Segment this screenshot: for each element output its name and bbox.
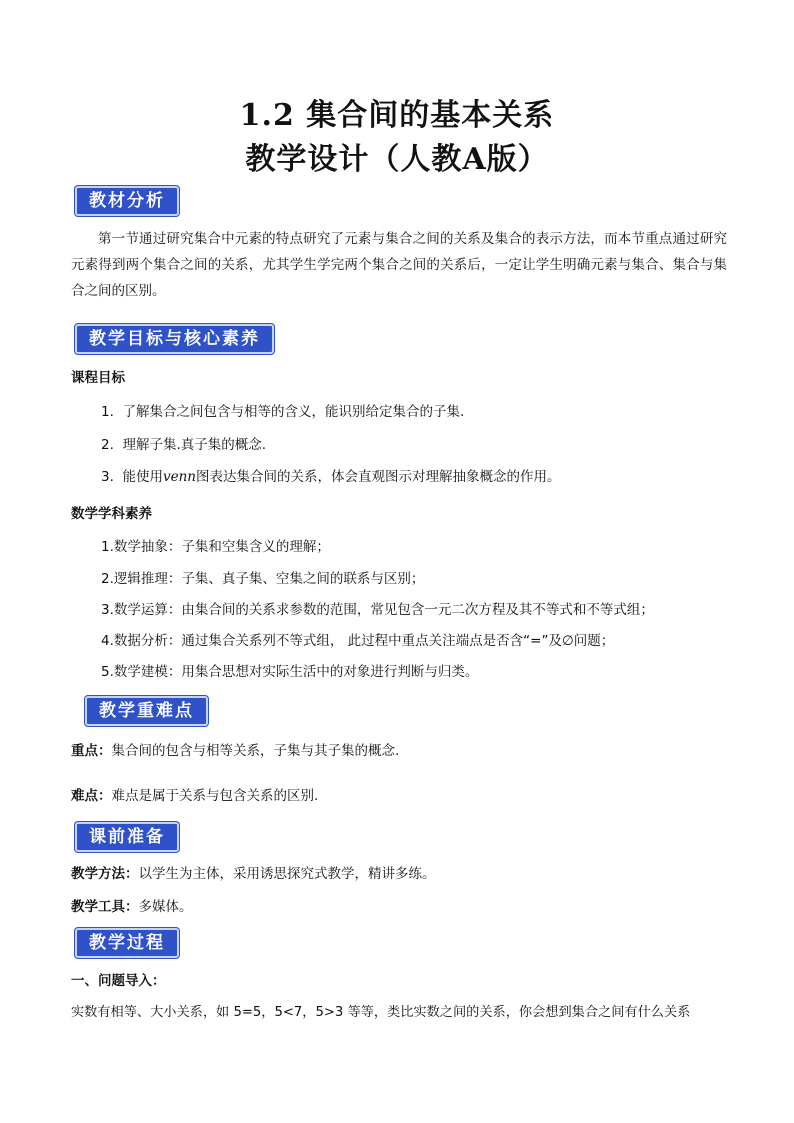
course-goal-number: 3.: [101, 469, 114, 485]
difficulty-line: [71, 786, 318, 806]
focus-text: 集合间的包含与相等关系，子集与其子集的概念.: [111, 743, 400, 759]
tool-label: 教学工具：: [71, 899, 139, 915]
difficulty-label: 难点：: [71, 788, 112, 804]
focus-line: [71, 741, 399, 761]
method-label: 教学方法：: [71, 866, 139, 882]
tool-text: 多媒体。: [138, 899, 193, 915]
step1-text: 实数有相等、大小关系，如 5=5，5<7，5>3 等等，类比实数之间的关系，你会想到集合之间有什么关系: [71, 1005, 691, 1020]
literacy-heading: 数学学科素养: [71, 506, 152, 522]
focus-label: 重点：: [71, 743, 112, 759]
section-badge-process: 教学过程: [75, 928, 179, 958]
section-badge-prep: 课前准备: [75, 822, 179, 852]
document-title-line-1: 1.2 集合间的基本关系: [239, 98, 555, 133]
course-goal-text-post: 图表达集合间的关系，体会直观图示对理解抽象概念的作用。: [196, 469, 561, 485]
course-goal-text: 理解子集.真子集的概念.: [122, 437, 267, 453]
section-badge-goals: 教学目标与核心素养: [75, 324, 274, 354]
course-goal-item: [101, 402, 464, 422]
course-goal-item: [101, 435, 266, 455]
step1-heading: 一、问题导入：: [71, 973, 166, 989]
literacy-item: 4.数据分析：通过集合关系列不等式组， 此过程中重点关注端点是否含“=”及∅问题；: [101, 633, 615, 649]
course-goal-item: [101, 467, 561, 487]
literacy-item: 5.数学建模：用集合思想对实际生活中的对象进行判断与归类。: [101, 664, 479, 680]
course-goal-number: 2.: [101, 437, 114, 453]
tool-line: [71, 897, 193, 917]
section-badge-key-points: 教学重难点: [85, 696, 208, 726]
literacy-item: 3.数学运算：由集合间的关系求参数的范围，常见包含一元二次方程及其不等式和不等式组；: [101, 602, 654, 618]
analysis-paragraph: 第一节通过研究集合中元素的特点研究了元素与集合之间的关系及集合的表示方法，而本节重点通过研究元素得到两个集合之间的关系，尤其学生学完两个集合之间的关系后，一定让学生明确元素与集合、集合与集合之间的区别。: [71, 231, 727, 299]
difficulty-text: 难点是属于关系与包含关系的区别.: [111, 788, 319, 804]
course-goal-text-pre: 能使用: [122, 469, 163, 485]
method-line: [71, 864, 436, 884]
venn-term: venn: [162, 469, 196, 485]
method-text: 以学生为主体，采用诱思探究式教学，精讲多练。: [138, 866, 436, 882]
course-goal-text: 了解集合之间包含与相等的含义，能识别给定集合的子集.: [122, 404, 465, 420]
course-goal-number: 1.: [101, 404, 114, 420]
section-badge-analysis: 教材分析: [75, 186, 179, 216]
course-goals-heading: 课程目标: [71, 370, 125, 386]
document-title-line-2: 教学设计（人教A版）: [245, 142, 549, 177]
literacy-item: 1.数学抽象：子集和空集含义的理解；: [101, 539, 330, 555]
literacy-item: 2.逻辑推理：子集、真子集、空集之间的联系与区别；: [101, 571, 425, 587]
